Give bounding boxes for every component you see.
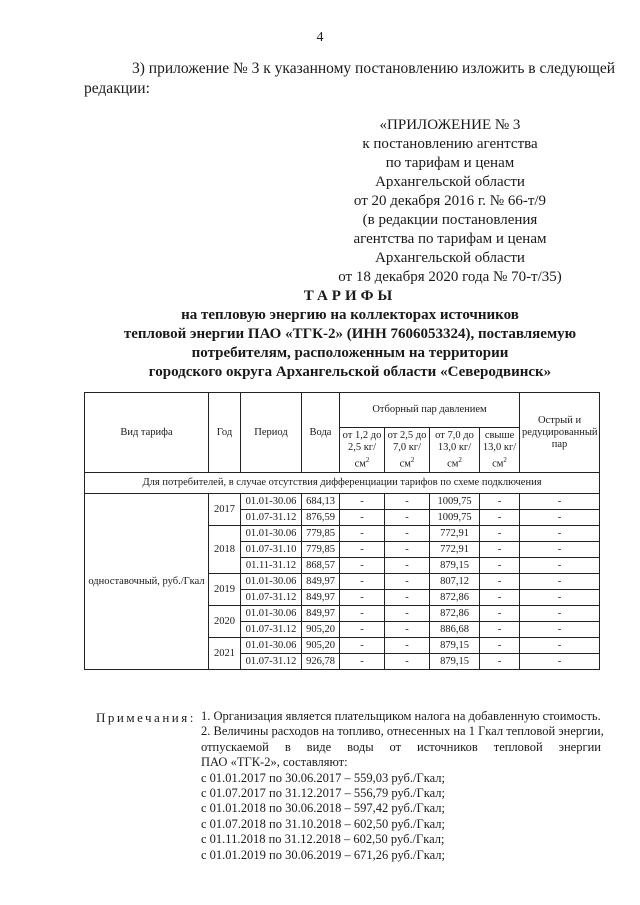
- appendix-line: по тарифам и ценам: [385, 155, 515, 171]
- p3-cell: 1009,75: [430, 494, 480, 510]
- p3-cell: 879,15: [430, 558, 480, 574]
- header-tariff-type: Вид тарифа: [85, 393, 209, 473]
- water-cell: 684,13: [302, 494, 340, 510]
- p4-cell: -: [480, 638, 520, 654]
- header-year: Год: [209, 393, 241, 473]
- appendix-header: [330, 116, 570, 287]
- sharp-cell: -: [520, 526, 600, 542]
- period-cell: 01.01-30.06: [241, 638, 302, 654]
- period-cell: 01.01-30.06: [241, 606, 302, 622]
- water-cell: 779,85: [302, 542, 340, 558]
- page-number: 4: [316, 30, 324, 45]
- p2-cell: -: [385, 526, 430, 542]
- header-pressure-label: от 2,5 до 7,0 кг/см: [387, 429, 427, 470]
- note-line: 2. Величины расходов на топливо, отнесенных на 1 Гкал тепловой энергии,: [201, 724, 604, 739]
- p2-cell: -: [385, 558, 430, 574]
- note-item: с 01.07.2018 по 31.10.2018 – 602,50 руб./Гкал;: [201, 816, 445, 831]
- p4-cell: -: [480, 622, 520, 638]
- water-cell: 849,97: [302, 574, 340, 590]
- p3-cell: 886,68: [430, 622, 480, 638]
- p2-cell: -: [385, 606, 430, 622]
- year-cell: 2021: [209, 638, 241, 670]
- period-cell: 01.01-30.06: [241, 574, 302, 590]
- water-cell: 926,78: [302, 654, 340, 670]
- note-item: с 01.01.2018 по 30.06.2018 – 597,42 руб./Гкал;: [201, 801, 445, 816]
- p1-cell: -: [340, 574, 385, 590]
- header-pressure-1: [340, 428, 385, 473]
- header-pressure-4: [480, 428, 520, 473]
- p2-cell: -: [385, 622, 430, 638]
- period-cell: 01.07-31.12: [241, 590, 302, 606]
- year-cell: 2020: [209, 606, 241, 638]
- sharp-cell: -: [520, 590, 600, 606]
- note-line: 1. Организация является плательщиком налога на добавленную стоимость.: [201, 709, 601, 723]
- note-line: ПАО «ТГК-2», составляют:: [201, 755, 348, 770]
- appendix-line: к постановлению агентства: [362, 136, 538, 152]
- intro-line-2: редакции:: [84, 80, 150, 97]
- p1-cell: -: [340, 590, 385, 606]
- p2-cell: -: [385, 590, 430, 606]
- period-cell: 01.11-31.12: [241, 558, 302, 574]
- subtitle-line: потребителям, расположенным на территории: [191, 345, 509, 361]
- period-cell: 01.07-31.12: [241, 622, 302, 638]
- header-pressure-2: [385, 428, 430, 473]
- water-cell: 849,97: [302, 606, 340, 622]
- sharp-cell: -: [520, 574, 600, 590]
- header-steam: Отборный пар давлением: [340, 393, 520, 428]
- p3-cell: 872,86: [430, 606, 480, 622]
- p1-cell: -: [340, 494, 385, 510]
- period-cell: 01.07-31.10: [241, 542, 302, 558]
- header-pressure-3: [430, 428, 480, 473]
- water-cell: 779,85: [302, 526, 340, 542]
- p3-cell: 879,15: [430, 638, 480, 654]
- year-cell: 2017: [209, 494, 241, 526]
- p1-cell: -: [340, 622, 385, 638]
- header-pressure-label: свыше 13,0 кг/см: [482, 429, 517, 470]
- sharp-cell: -: [520, 654, 600, 670]
- tariff-table: [84, 392, 600, 670]
- subtitle-line: городского округа Архангельской области «Северодвинск»: [148, 364, 552, 380]
- year-cell: 2019: [209, 574, 241, 606]
- p4-cell: -: [480, 510, 520, 526]
- p4-cell: -: [480, 558, 520, 574]
- sharp-cell: -: [520, 494, 600, 510]
- water-cell: 868,57: [302, 558, 340, 574]
- superscript: 2: [410, 455, 415, 464]
- period-cell: 01.01-30.06: [241, 526, 302, 542]
- sharp-cell: -: [520, 510, 600, 526]
- superscript: 2: [365, 455, 370, 464]
- year-cell: 2018: [209, 526, 241, 574]
- document-title: ТАРИФЫ: [303, 288, 397, 304]
- p4-cell: -: [480, 574, 520, 590]
- period-cell: 01.01-30.06: [241, 494, 302, 510]
- appendix-line: Архангельской области: [375, 250, 525, 266]
- sharp-cell: -: [520, 622, 600, 638]
- p4-cell: -: [480, 542, 520, 558]
- p3-cell: 1009,75: [430, 510, 480, 526]
- water-cell: 876,59: [302, 510, 340, 526]
- p1-cell: -: [340, 558, 385, 574]
- notes-block: [201, 709, 604, 863]
- water-cell: 905,20: [302, 638, 340, 654]
- note-item: с 01.07.2017 по 31.12.2017 – 556,79 руб./Гкал;: [201, 786, 445, 801]
- appendix-line: от 20 декабря 2016 г. № 66-т/9: [353, 193, 547, 209]
- note-line: отпускаемой в виде воды от источников тепловой энергии: [201, 739, 601, 754]
- header-sharp-steam: Острый и редуцированный пар: [520, 393, 600, 473]
- p4-cell: -: [480, 494, 520, 510]
- p3-cell: 807,12: [430, 574, 480, 590]
- intro-line-1: 3) приложение № 3 к указанному постановлению изложить в следующей: [132, 60, 616, 77]
- p2-cell: -: [385, 510, 430, 526]
- period-cell: 01.07-31.12: [241, 654, 302, 670]
- note-item: с 01.11.2018 по 31.12.2018 – 602,50 руб./Гкал;: [201, 832, 445, 847]
- header-pressure-label: от 7,0 до 13,0 кг/см: [435, 429, 474, 470]
- p4-cell: -: [480, 606, 520, 622]
- p2-cell: -: [385, 638, 430, 654]
- p2-cell: -: [385, 654, 430, 670]
- p3-cell: 872,86: [430, 590, 480, 606]
- water-cell: 905,20: [302, 622, 340, 638]
- appendix-line: (в редакции постановления: [362, 212, 538, 228]
- sharp-cell: -: [520, 606, 600, 622]
- p2-cell: -: [385, 574, 430, 590]
- subtitle-line: тепловой энергии ПАО «ТГК-2» (ИНН 7606053324), поставляемую: [123, 326, 577, 342]
- appendix-line: от 18 декабря 2020 года № 70-т/35): [338, 269, 562, 285]
- p1-cell: -: [340, 638, 385, 654]
- appendix-line: агентства по тарифам и ценам: [353, 231, 547, 247]
- sharp-cell: -: [520, 558, 600, 574]
- superscript: 2: [503, 455, 507, 464]
- header-water: Вода: [302, 393, 340, 473]
- tariff-type-cell: одноставочный, руб./Гкал: [85, 494, 209, 670]
- appendix-line: Архангельской области: [375, 174, 525, 190]
- period-cell: 01.07-31.12: [241, 510, 302, 526]
- p1-cell: -: [340, 542, 385, 558]
- subtitle-line: на тепловую энергию на коллекторах источников: [181, 307, 519, 323]
- p4-cell: -: [480, 654, 520, 670]
- note-item: с 01.01.2017 по 30.06.2017 – 559,03 руб./Гкал;: [201, 770, 445, 785]
- note-item: с 01.01.2019 по 30.06.2019 – 671,26 руб./Гкал;: [201, 847, 445, 862]
- p2-cell: -: [385, 542, 430, 558]
- consumer-span-row: Для потребителей, в случае отсутствия дифференциации тарифов по схеме подключения: [85, 473, 600, 494]
- p3-cell: 879,15: [430, 654, 480, 670]
- document-subtitle: [60, 306, 640, 382]
- p2-cell: -: [385, 494, 430, 510]
- p4-cell: -: [480, 590, 520, 606]
- p3-cell: 772,91: [430, 542, 480, 558]
- notes-label: Примечания:: [96, 710, 196, 725]
- p4-cell: -: [480, 526, 520, 542]
- p3-cell: 772,91: [430, 526, 480, 542]
- appendix-line: «ПРИЛОЖЕНИЕ № 3: [379, 117, 521, 133]
- header-pressure-label: от 1,2 до 2,5 кг/см: [342, 429, 382, 470]
- p1-cell: -: [340, 654, 385, 670]
- header-period: Период: [241, 393, 302, 473]
- p1-cell: -: [340, 606, 385, 622]
- p1-cell: -: [340, 526, 385, 542]
- water-cell: 849,97: [302, 590, 340, 606]
- sharp-cell: -: [520, 638, 600, 654]
- sharp-cell: -: [520, 542, 600, 558]
- superscript: 2: [458, 455, 462, 464]
- p1-cell: -: [340, 510, 385, 526]
